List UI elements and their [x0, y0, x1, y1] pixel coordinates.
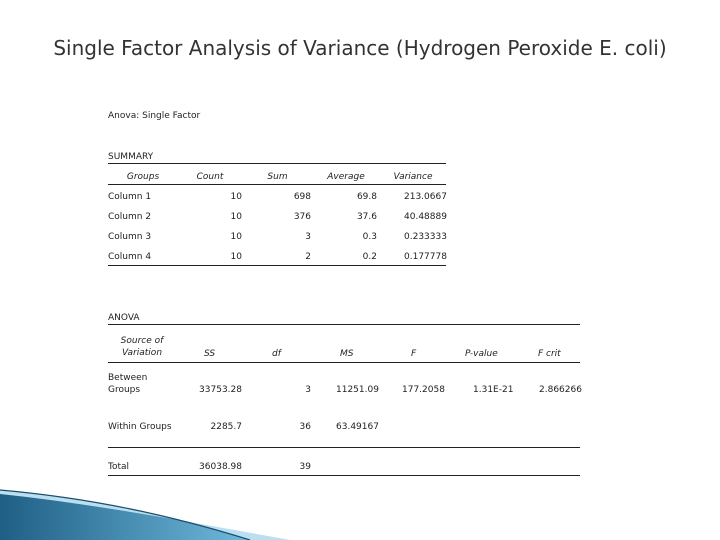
anova-between-f: 177.2058	[402, 385, 445, 395]
anova-within-label: Within Groups	[108, 422, 172, 432]
anova-between-ss: 33753.28	[199, 385, 242, 395]
summary-header-count: Count	[196, 172, 224, 182]
summary-row-4-average: 0.2	[362, 252, 377, 262]
summary-row-4-group: Column 4	[108, 252, 152, 262]
summary-row-4-variance: 0.177778	[404, 252, 447, 262]
summary-row-3-count: 10	[230, 232, 242, 242]
anova-total-label: Total	[108, 462, 130, 472]
anova-between-label-line1: Between	[108, 373, 148, 383]
summary-header-variance: Variance	[393, 172, 433, 182]
anova-header-p-value: P-value	[465, 349, 498, 359]
summary-bottom-rule	[108, 265, 446, 266]
summary-row-3-variance: 0.233333	[404, 232, 447, 242]
anova-header-f: F	[411, 349, 417, 359]
summary-row-2-average: 37.6	[356, 212, 377, 222]
summary-header-rule	[108, 184, 446, 185]
anova-within-df: 36	[299, 422, 311, 432]
anova-header-rule	[108, 362, 580, 363]
summary-row-4-sum: 2	[305, 252, 311, 262]
anova-header-ms: MS	[340, 349, 354, 359]
summary-row-2-sum: 376	[293, 212, 311, 222]
summary-row-2-group: Column 2	[108, 212, 152, 222]
anova-header-source-line1: Source of	[120, 336, 164, 346]
summary-header-average: Average	[327, 172, 365, 182]
anova-between-f-crit: 2.866266	[539, 385, 582, 395]
summary-row-1-group: Column 1	[108, 192, 152, 202]
anova-heading: ANOVA	[108, 313, 140, 323]
summary-row-1-average: 69.8	[356, 192, 377, 202]
summary-row-1-sum: 698	[293, 192, 311, 202]
summary-row-3-group: Column 3	[108, 232, 152, 242]
summary-row-3-average: 0.3	[362, 232, 377, 242]
anova-total-ss: 36038.98	[199, 462, 242, 472]
anova-header-df: df	[272, 349, 281, 359]
summary-header-sum: Sum	[267, 172, 288, 182]
summary-row-4-count: 10	[230, 252, 242, 262]
anova-between-p-value: 1.31E-21	[473, 385, 514, 395]
anova-within-ss: 2285.7	[210, 422, 242, 432]
anova-between-ms: 11251.09	[336, 385, 379, 395]
summary-row-3-sum: 3	[305, 232, 311, 242]
summary-row-1-count: 10	[230, 192, 242, 202]
decorative-swoosh	[0, 440, 720, 540]
summary-top-rule	[108, 163, 446, 164]
anova-within-ms: 63.49167	[336, 422, 379, 432]
anova-total-df: 39	[299, 462, 311, 472]
anova-header-source-line2: Variation	[121, 348, 163, 358]
anova-header-f-crit: F crit	[538, 349, 561, 359]
summary-row-1-variance: 213.0667	[404, 192, 447, 202]
summary-row-2-count: 10	[230, 212, 242, 222]
anova-between-df: 3	[305, 385, 311, 395]
anova-header-ss: SS	[204, 349, 216, 359]
slide-title: Single Factor Analysis of Variance (Hydrogen Peroxide E. coli)	[53, 36, 667, 60]
anova-between-label-line2: Groups	[108, 385, 141, 395]
summary-header-groups: Groups	[126, 172, 160, 182]
anova-single-factor-label: Anova: Single Factor	[108, 111, 201, 121]
summary-row-2-variance: 40.48889	[404, 212, 447, 222]
anova-top-rule	[108, 324, 580, 325]
summary-heading: SUMMARY	[108, 152, 154, 162]
